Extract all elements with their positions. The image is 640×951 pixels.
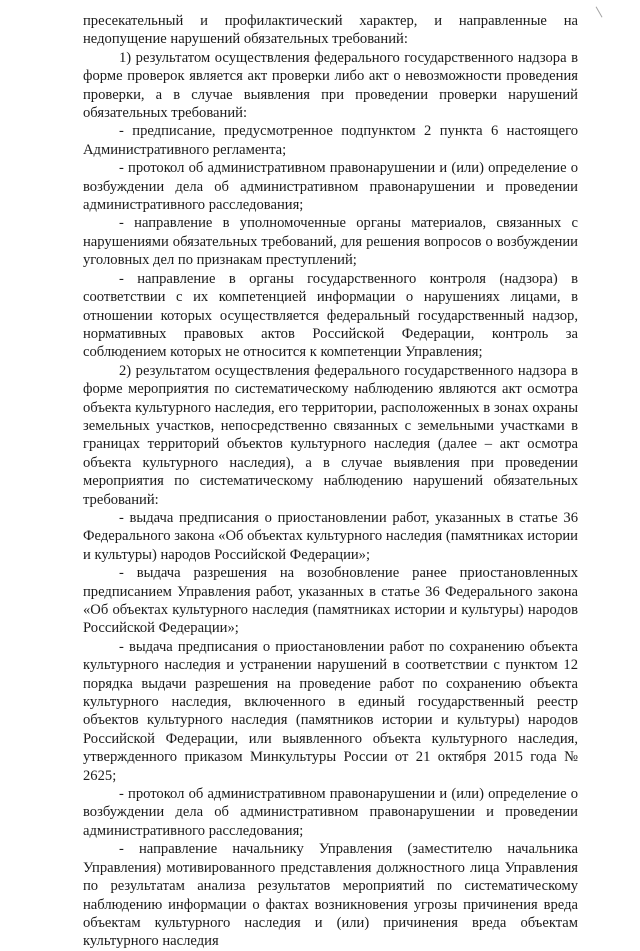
paragraph-suspension-order: - выдача предписания о приостановлении работ, указанных в статье 36 Федерального закона «Об объектах культурного наследия (памятниках истории и культуры) народов Российской Федерации»; xyxy=(83,509,578,563)
paragraph-protocol: - протокол об административном правонарушении и (или) определение о возбуждении дела об административном правонарушении и проведении административного расследования; xyxy=(83,160,578,214)
paragraph-continuation: пресекательный и профилактический характер, и направленные на недопущение нарушений обязательных требований: xyxy=(83,13,578,48)
paragraph-submission: - направление начальнику Управления (заместителю начальника Управления) мотивированного представления должностного лица Управления по результатам анализа результатов мероприятий по систематическому наблюдению информации о фактах возникновения угрозы причинения вреда объектам культурного наследия и (или) причинения вреда объектам культурного наследия xyxy=(83,841,578,950)
paragraph-result-inspections: 1) результатом осуществления федерального государственного надзора в форме проверок является акт проверки либо акт о невозможности проведения проверки, а в случае выявления при проведении проверки нарушений обязательных требований: xyxy=(83,49,578,122)
scan-mark xyxy=(596,3,610,18)
paragraph-order: - предписание, предусмотренное подпунктом 2 пункта 6 настоящего Административного регламента; xyxy=(83,123,578,158)
paragraph-materials: - направление в уполномоченные органы материалов, связанных с нарушениями обязательных требований, для решения вопросов о возбуждении уголовных дел по признакам преступлений; xyxy=(83,215,578,269)
paragraph-resumption-permit: - выдача разрешения на возобновление ранее приостановленных предписанием Управления работ, указанных в статье 36 Федерального закона «Об объектах культурного наследия (памятниках истории и культуры) народов Российской Федерации»; xyxy=(83,565,578,637)
paragraph-result-monitoring: 2) результатом осуществления федерального государственного надзора в форме мероприятия по систематическому наблюдению являются акт осмотра объекта культурного наследия, его территории, расположенных в зонах охраны земельных участков, непосредственно связанных с земельными участками в границах территорий объектов культурного наследия (далее – акт осмотра объекта культурного наследия), а в случае выявления при проведении мероприятия по систематическому наблюдению нарушений обязательных требований: xyxy=(83,362,578,508)
paragraph-protocol-2: - протокол об административном правонарушении и (или) определение о возбуждении дела об административном правонарушении и проведении административного расследования; xyxy=(83,786,578,839)
paragraph-information: - направление в органы государственного контроля (надзора) в соответствии с их компетенцией информации о нарушениях лицами, в отношении которых осуществляется федеральный государственный надзор, нормативных правовых актов Российской Федерации, контроль за соблюдением которых не относится к компетенции Управления; xyxy=(83,270,578,361)
paragraph-suspension-conservation: - выдача предписания о приостановлении работ по сохранению объекта культурного наследия и устранении нарушений в соответствии с пунктом 12 порядка выдачи разрешения на проведение работ по сохранению объекта культурного наследия, включенного в единый государственный реестр объектов культурного наследия (памятников истории и культуры) народов Российской Федерации, или выявленного объекта культурного наследия, утвержденного приказом Минкультуры России от 21 октября 2015 года № 2625; xyxy=(83,638,578,784)
